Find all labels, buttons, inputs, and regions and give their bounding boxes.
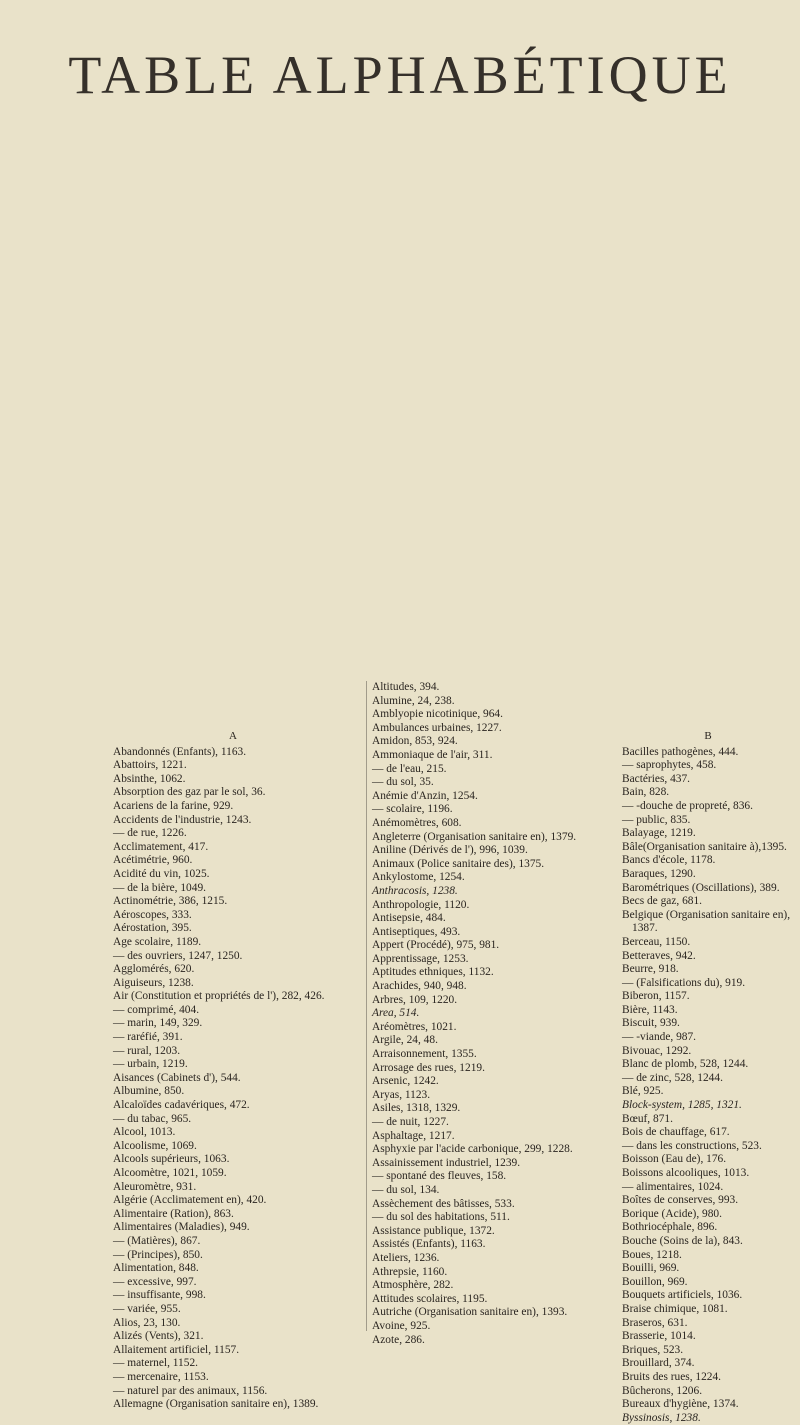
- index-entry: Abandonnés (Enfants), 1163.: [113, 745, 247, 758]
- index-entry: — des ouvriers, 1247, 1250.: [113, 949, 243, 962]
- index-entry: — -douche de propreté, 836.: [622, 799, 753, 812]
- index-entry: Aptitudes ethniques, 1132.: [372, 966, 494, 979]
- index-entry: Boîtes de conserves, 993.: [622, 1194, 739, 1207]
- index-entry: Bancs d'école, 1178.: [622, 854, 716, 867]
- index-entry: Bière, 1143.: [622, 1003, 678, 1016]
- index-entry: Assistés (Enfants), 1163.: [372, 1238, 486, 1251]
- index-entry: Bruits des rues, 1224.: [622, 1370, 722, 1383]
- index-entry: — variée, 955.: [113, 1302, 181, 1315]
- index-entry: Aiguiseurs, 1238.: [113, 976, 194, 989]
- index-entry: Acariens de la farine, 929.: [113, 799, 234, 812]
- index-entry: Air (Constitution et propriétés de l'), 282, 426.: [113, 990, 325, 1003]
- index-entry: Alcools supérieurs, 1063.: [113, 1153, 230, 1166]
- index-entry: Azote, 286.: [372, 1333, 425, 1346]
- index-entry: Asphyxie par l'acide carbonique, 299, 1228.: [372, 1143, 573, 1156]
- index-entry: Bouilli, 969.: [622, 1262, 680, 1275]
- index-entry: Bois de chauffage, 617.: [622, 1126, 730, 1139]
- index-entry: Arachides, 940, 948.: [372, 980, 467, 993]
- index-entry: Atmosphère, 282.: [372, 1279, 454, 1292]
- index-entry: — marin, 149, 329.: [113, 1017, 203, 1030]
- index-entry: Alcaloïdes cadavériques, 472.: [113, 1099, 250, 1112]
- index-entry: Acidité du vin, 1025.: [113, 867, 210, 880]
- index-entry: Apprentissage, 1253.: [372, 952, 469, 965]
- index-entry: Betteraves, 942.: [622, 949, 696, 962]
- index-entry: Berceau, 1150.: [622, 935, 691, 948]
- page-title: TABLE ALPHABÉTIQUE: [68, 45, 732, 105]
- entry-list: [622, 746, 794, 1425]
- index-entry: Acétimétrie, 960.: [113, 854, 193, 867]
- index-entry: Bactéries, 437.: [622, 772, 691, 785]
- index-entry: — (Matières), 867.: [113, 1234, 201, 1247]
- index-column-c: [622, 730, 794, 1425]
- index-entry: Becs de gaz, 681.: [622, 895, 703, 908]
- index-entry: — du sol, 35.: [372, 776, 434, 789]
- index-entry: Antisepsie, 484.: [372, 912, 446, 925]
- index-column-b: [372, 681, 608, 1347]
- index-entry: Briques, 523.: [622, 1343, 684, 1356]
- index-entry: — de nuit, 1227.: [372, 1116, 449, 1128]
- index-entry: — mercenaire, 1153.: [113, 1370, 209, 1383]
- index-entry: Arraisonnement, 1355.: [372, 1048, 477, 1061]
- index-entry: Arrosage des rues, 1219.: [372, 1061, 485, 1074]
- index-entry: Accidents de l'industrie, 1243.: [113, 813, 252, 826]
- index-entry: Belgique (Organisation sanitaire en), 1387.: [622, 908, 791, 935]
- index-entry: — dans les constructions, 523.: [622, 1139, 762, 1152]
- index-entry: — public, 835.: [622, 813, 691, 826]
- index-entry: Attitudes scolaires, 1195.: [372, 1292, 488, 1305]
- index-entry: — du sol des habitations, 511.: [372, 1211, 510, 1224]
- index-entry: Arbres, 109, 1220.: [372, 993, 458, 1006]
- index-entry: Balayage, 1219.: [622, 827, 696, 840]
- index-entry: Amidon, 853, 924.: [372, 735, 458, 748]
- index-entry: Ankylostome, 1254.: [372, 871, 465, 884]
- index-entry: Ambulances urbaines, 1227.: [372, 721, 502, 734]
- index-entry: Baraques, 1290.: [622, 867, 696, 880]
- index-entry: — raréfié, 391.: [113, 1031, 183, 1044]
- index-entry: Animaux (Police sanitaire des), 1375.: [372, 857, 545, 870]
- index-entry: Blé, 925.: [622, 1085, 664, 1098]
- index-entry: Abattoirs, 1221.: [113, 759, 187, 772]
- index-entry: Bûcherons, 1206.: [622, 1384, 703, 1397]
- index-entry: Avoine, 925.: [372, 1319, 431, 1332]
- index-entry: Area, 514.: [372, 1007, 420, 1020]
- index-entry: Aérostation, 395.: [113, 922, 192, 935]
- index-column-a: [113, 730, 353, 1412]
- index-entry: Boues, 1218.: [622, 1248, 682, 1261]
- index-entry: Bouillon, 969.: [622, 1275, 688, 1288]
- index-entry: Allaitement artificiel, 1157.: [113, 1343, 240, 1356]
- letter-heading-a: A: [229, 730, 237, 742]
- index-entry: Anthracosis, 1238.: [372, 884, 458, 897]
- index-entry: Bacilles pathogènes, 444.: [622, 745, 739, 758]
- index-entry: Aryas, 1123.: [372, 1088, 431, 1101]
- index-entry: Alcool, 1013.: [113, 1126, 176, 1139]
- index-entry: Aniline (Dérivés de l'), 996, 1039.: [372, 844, 528, 857]
- index-entry: Byssinosis, 1238.: [622, 1411, 701, 1424]
- index-entry: Alizés (Vents), 321.: [113, 1330, 204, 1343]
- index-entry: Albumine, 850.: [113, 1085, 185, 1098]
- index-entry: Alimentation, 848.: [113, 1262, 199, 1275]
- index-entry: Bouche (Soins de la), 843.: [622, 1234, 743, 1247]
- index-entry: Amblyopie nicotinique, 964.: [372, 708, 503, 721]
- index-entry: Bain, 828.: [622, 786, 670, 799]
- index-entry: — de l'eau, 215.: [372, 762, 447, 775]
- index-entry: Brasserie, 1014.: [622, 1330, 696, 1343]
- index-entry: Bureaux d'hygiène, 1374.: [622, 1398, 739, 1411]
- index-entry: — comprimé, 404.: [113, 1003, 200, 1016]
- index-entry: Actinométrie, 386, 1215.: [113, 895, 228, 908]
- index-entry: Alimentaires (Maladies), 949.: [113, 1221, 250, 1234]
- index-entry: Ammoniaque de l'air, 311.: [372, 748, 493, 761]
- index-entry: Aéroscopes, 333.: [113, 908, 192, 921]
- index-entry: Anémie d'Anzin, 1254.: [372, 789, 478, 802]
- index-entry: Acclimatement, 417.: [113, 840, 209, 853]
- index-entry: Alumine, 24, 238.: [372, 694, 455, 707]
- index-entry: — saprophytes, 458.: [622, 759, 717, 772]
- index-entry: Assistance publique, 1372.: [372, 1224, 495, 1237]
- index-entry: Aréomètres, 1021.: [372, 1020, 457, 1033]
- index-entry: Bothriocéphale, 896.: [622, 1221, 718, 1234]
- index-entry: Aleuromètre, 931.: [113, 1180, 197, 1193]
- index-entry: — urbain, 1219.: [113, 1058, 188, 1071]
- index-entry: Barométriques (Oscillations), 389.: [622, 881, 780, 894]
- index-entry: — alimentaires, 1024.: [622, 1180, 724, 1193]
- index-entry: Angleterre (Organisation sanitaire en), 1379.: [372, 830, 577, 843]
- index-entry: Argile, 24, 48.: [372, 1034, 438, 1047]
- index-entry: Boisson (Eau de), 176.: [622, 1153, 727, 1166]
- index-entry: Agglomérés, 620.: [113, 963, 195, 976]
- index-entry: Anémomètres, 608.: [372, 816, 462, 829]
- index-entry: Braise chimique, 1081.: [622, 1302, 728, 1315]
- index-entry: Bœuf, 871.: [622, 1112, 673, 1125]
- index-entry: Blanc de plomb, 528, 1244.: [622, 1058, 749, 1071]
- index-entry: Bouquets artificiels, 1036.: [622, 1289, 743, 1302]
- index-entry: Alios, 23, 130.: [113, 1316, 181, 1329]
- index-entry: — -viande, 987.: [622, 1031, 697, 1044]
- index-entry: Allemagne (Organisation sanitaire en), 1389.: [113, 1398, 319, 1411]
- index-entry: Asiles, 1318, 1329.: [372, 1102, 461, 1115]
- index-entry: — rural, 1203.: [113, 1044, 181, 1057]
- index-entry: Biscuit, 939.: [622, 1017, 680, 1030]
- index-entry: Aisances (Cabinets d'), 544.: [113, 1071, 241, 1084]
- index-entry: Appert (Procédé), 975, 981.: [372, 939, 500, 952]
- column-divider: [366, 681, 367, 1331]
- index-entry: Borique (Acide), 980.: [622, 1207, 722, 1220]
- index-entry: Bâle(Organisation sanitaire à),1395.: [622, 840, 787, 853]
- index-entry: — naturel par des animaux, 1156.: [113, 1384, 268, 1397]
- entry-list: [113, 746, 353, 1412]
- index-entry: — de la bière, 1049.: [113, 881, 206, 894]
- index-entry: Age scolaire, 1189.: [113, 935, 202, 948]
- index-entry: — spontané des fleuves, 158.: [372, 1170, 507, 1183]
- index-entry: — insuffisante, 998.: [113, 1289, 206, 1302]
- index-entry: — de zinc, 528, 1244.: [622, 1071, 723, 1084]
- index-entry: Alimentaire (Ration), 863.: [113, 1207, 234, 1220]
- index-entry: — scolaire, 1196.: [372, 803, 453, 816]
- index-entry: — de rue, 1226.: [113, 827, 187, 840]
- index-entry: Autriche (Organisation sanitaire en), 1393.: [372, 1306, 568, 1319]
- index-entry: Algérie (Acclimatement en), 420.: [113, 1194, 267, 1207]
- index-entry: Arsenic, 1242.: [372, 1075, 439, 1088]
- index-entry: Antiseptiques, 493.: [372, 925, 461, 938]
- index-entry: Absinthe, 1062.: [113, 772, 186, 785]
- letter-heading-b: B: [704, 730, 712, 742]
- index-entry: Altitudes, 394.: [372, 681, 440, 693]
- index-entry: — (Falsifications du), 919.: [622, 976, 746, 989]
- index-entry: Assèchement des bâtisses, 533.: [372, 1197, 515, 1210]
- index-entry: — excessive, 997.: [113, 1275, 197, 1288]
- index-entry: Athrepsie, 1160.: [372, 1265, 448, 1278]
- index-entry: Biberon, 1157.: [622, 990, 690, 1003]
- index-entry: Braseros, 631.: [622, 1316, 688, 1329]
- index-entry: — (Principes), 850.: [113, 1248, 203, 1261]
- index-entry: — du sol, 134.: [372, 1183, 440, 1196]
- index-entry: Bivouac, 1292.: [622, 1044, 692, 1057]
- index-entry: — du tabac, 965.: [113, 1112, 192, 1125]
- index-entry: Anthropologie, 1120.: [372, 898, 470, 911]
- index-entry: Beurre, 918.: [622, 963, 679, 976]
- index-entry: Asphaltage, 1217.: [372, 1129, 455, 1142]
- entry-list: [372, 681, 608, 1347]
- index-entry: Absorption des gaz par le sol, 36.: [113, 786, 266, 799]
- index-entry: Assainissement industriel, 1239.: [372, 1156, 521, 1169]
- index-entry: Block-system, 1285, 1321.: [622, 1099, 742, 1112]
- index-entry: Ateliers, 1236.: [372, 1251, 440, 1264]
- index-entry: Boissons alcooliques, 1013.: [622, 1167, 750, 1179]
- index-entry: Brouillard, 374.: [622, 1357, 695, 1370]
- index-entry: Alcoolisme, 1069.: [113, 1139, 197, 1152]
- index-entry: — maternel, 1152.: [113, 1357, 198, 1370]
- index-entry: Alcoomètre, 1021, 1059.: [113, 1167, 227, 1179]
